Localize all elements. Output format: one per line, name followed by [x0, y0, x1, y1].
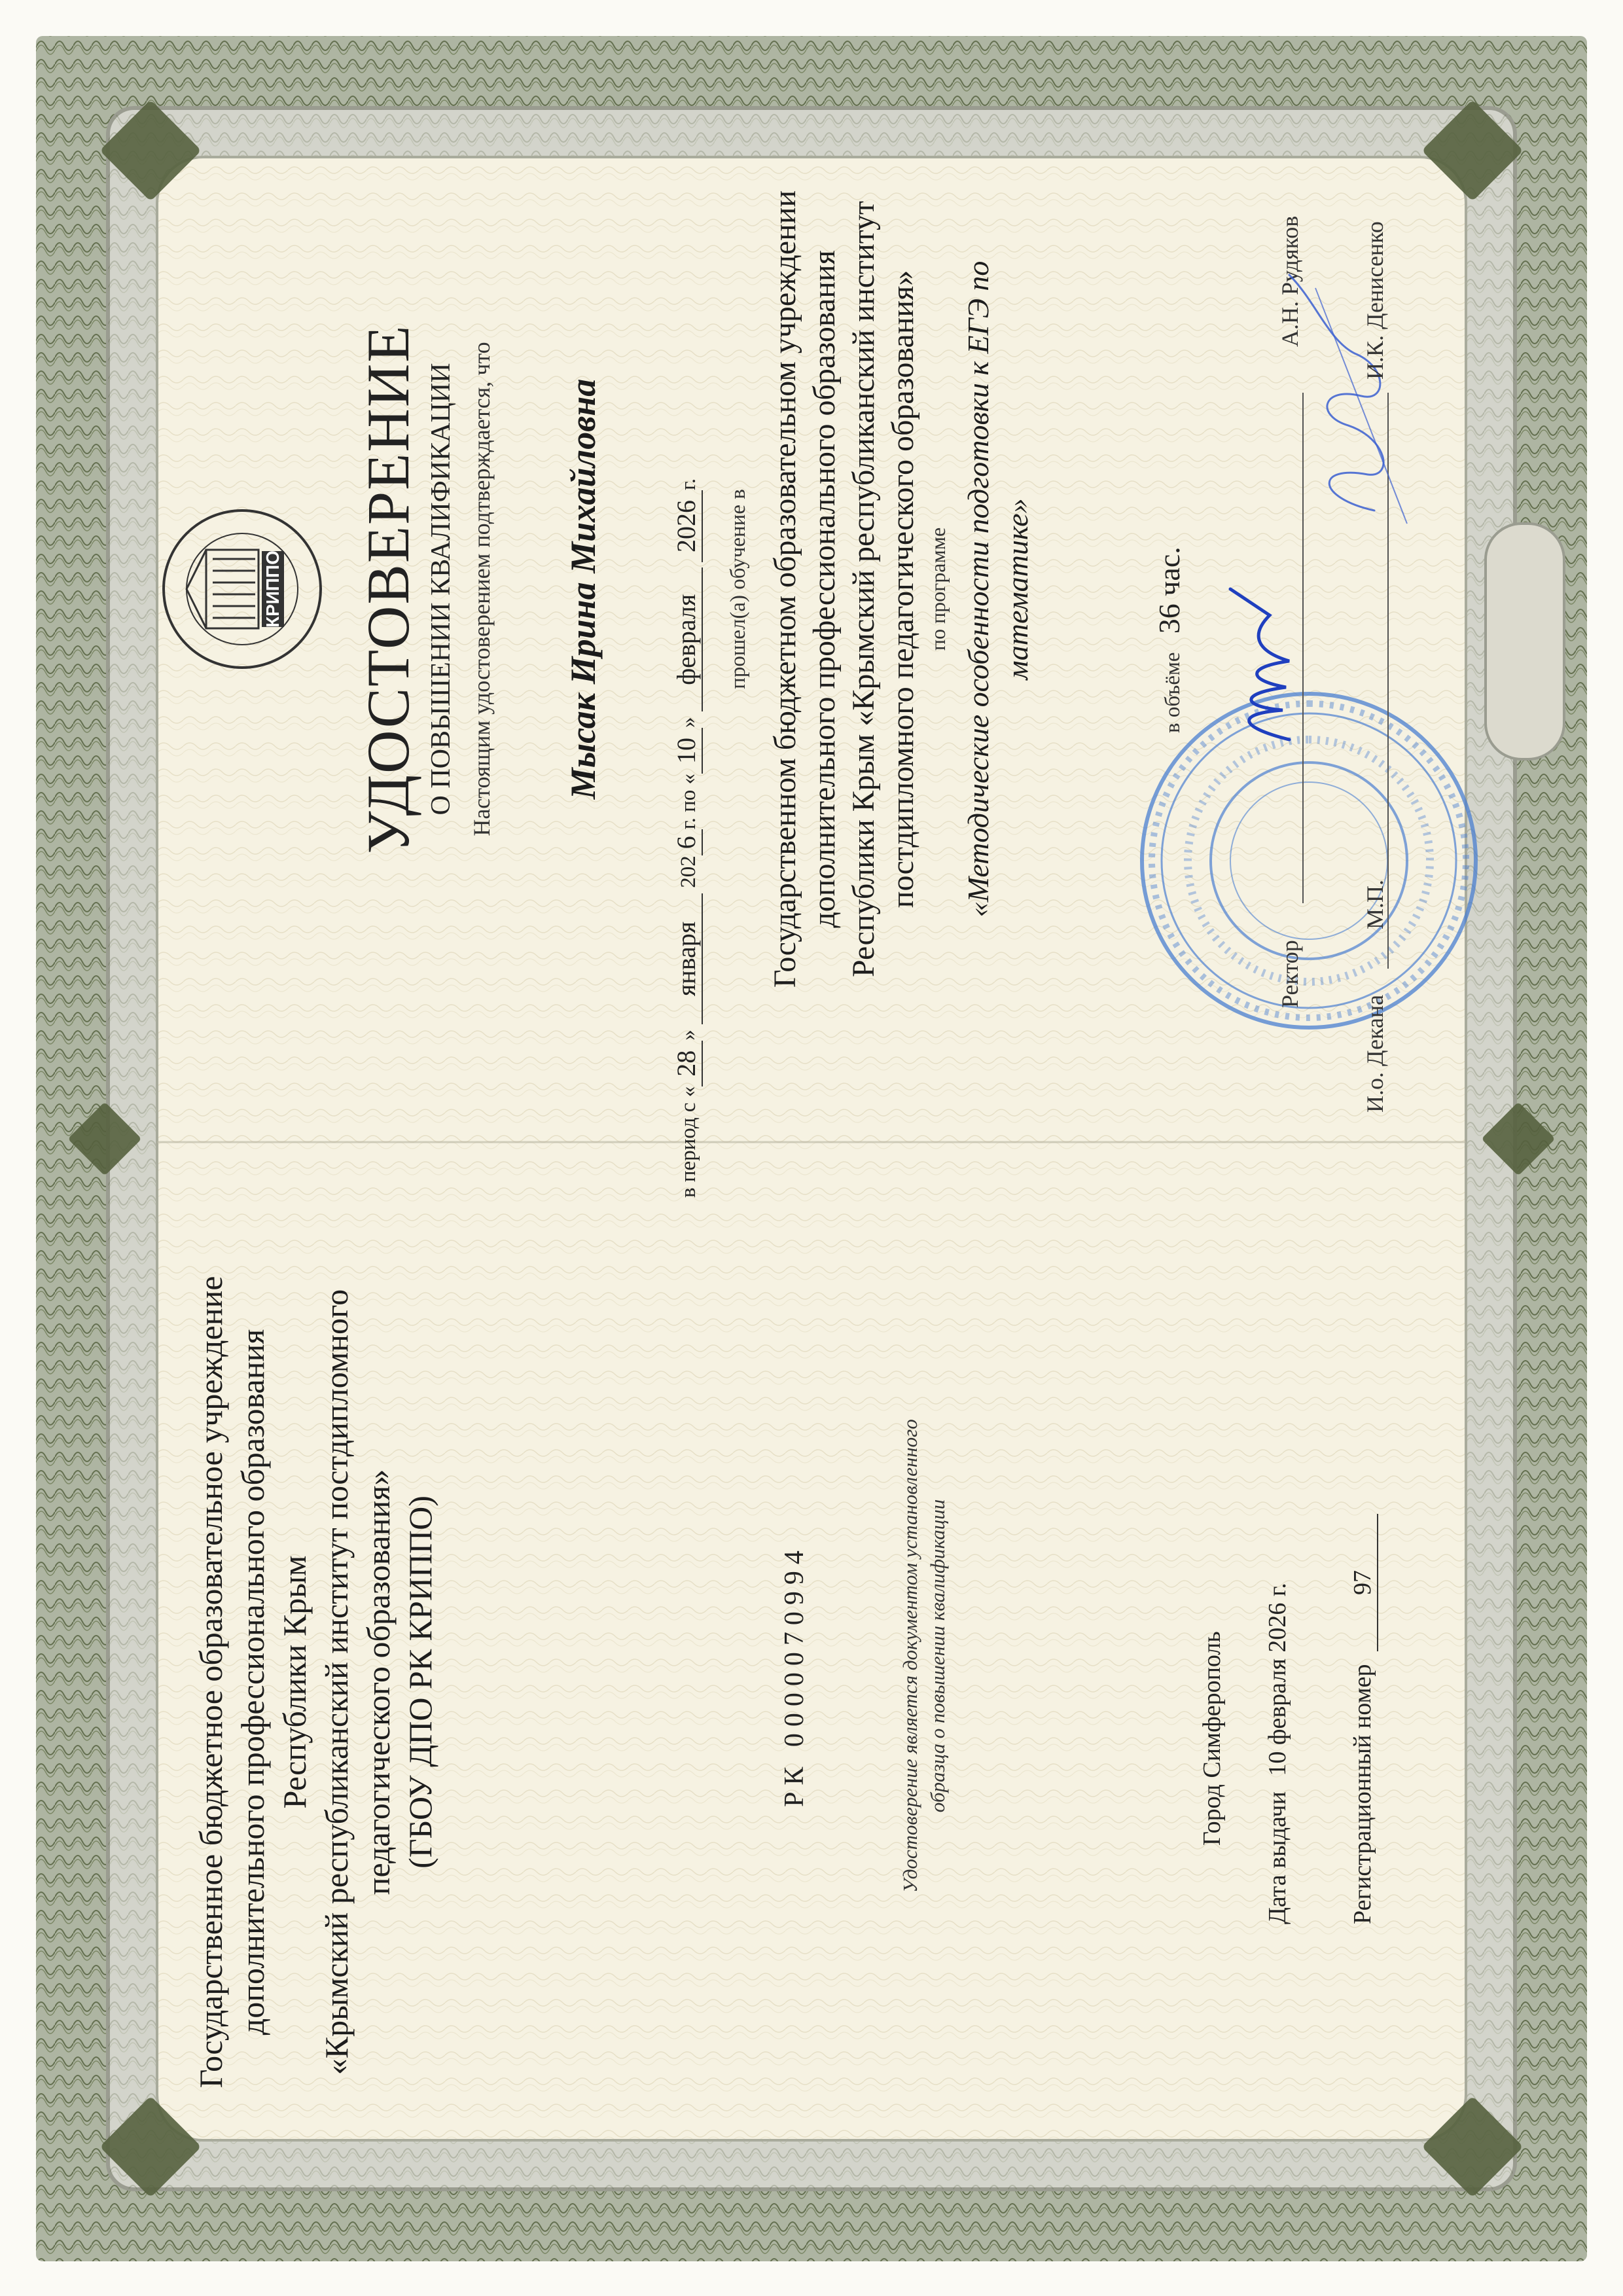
- issue-date: 10 февраля 2026 г.: [1264, 1583, 1291, 1776]
- volume-label: в объёме: [1161, 652, 1185, 733]
- note-line: образца о повышении квалификации: [926, 1499, 949, 1813]
- document-title: УДОСТОВЕРЕНИЕ: [355, 324, 421, 854]
- issuer-line: Государственное бюджетное образовательное учреждение: [192, 1276, 229, 2089]
- volume-hours: 36 час.: [1152, 547, 1186, 634]
- period-to-month: февраля: [671, 567, 703, 711]
- kripppo-logo-icon: [157, 504, 327, 674]
- period-mid: г. по «: [677, 773, 700, 830]
- period-suffix: г.: [677, 478, 700, 490]
- issue-date-row: [1263, 1583, 1292, 1924]
- registration-row: [1348, 1514, 1378, 1924]
- certificate-content: [46, 13, 1590, 2265]
- period-year-prefix: 202: [677, 855, 700, 888]
- training-period: [671, 85, 703, 1198]
- registration-label: Регистрационный номер: [1349, 1664, 1376, 1924]
- confirm-text: Настоящим удостоверением подтверждается, что: [469, 342, 495, 836]
- institution-line: постдипломного педагогического образования»: [885, 270, 920, 908]
- period-quote: »: [677, 717, 700, 728]
- rector-signature-icon: [1211, 576, 1315, 746]
- dean-name: И.К. Денисенко: [1362, 221, 1388, 380]
- institution-line: Республики Крым «Крымский республиканский институт: [846, 200, 881, 978]
- issuer-line: Республики Крым: [276, 1555, 313, 1809]
- series-number: РК 0000070994: [779, 1544, 810, 1807]
- issue-date-label: Дата выдачи: [1264, 1791, 1291, 1924]
- dean-signature-icon: [1276, 262, 1420, 537]
- dean-label: И.о. Декана: [1362, 994, 1388, 1113]
- institution-line: Государственном бюджетном образовательном учреждении: [768, 190, 802, 988]
- document-subtitle: О ПОВЫШЕНИИ КВАЛИФИКАЦИИ: [426, 363, 456, 816]
- period-from-day: 28: [671, 1041, 703, 1086]
- period-to-day: 10: [671, 728, 703, 774]
- issuer-block: [190, 1158, 441, 2206]
- note-line: Удостоверение является документом установленного: [899, 1419, 921, 1893]
- issuer-line: (ГБОУ ДПО РК КРИППО): [402, 1496, 438, 1869]
- program-label: по программе: [926, 527, 950, 651]
- logo-text: КРИППО: [262, 550, 283, 628]
- period-prefix: в период с «: [677, 1086, 700, 1198]
- stamp-label: М.П.: [1362, 879, 1388, 929]
- rector-name: А.Н. Рудяков: [1277, 215, 1303, 347]
- program-name: [959, 52, 1037, 1126]
- training-institution: [766, 65, 923, 1113]
- period-from-month: января: [671, 893, 703, 1024]
- period-quote: »: [677, 1030, 700, 1041]
- issuer-line: педагогического образования»: [360, 1469, 397, 1895]
- institution-line: дополнительного профессионального образования: [807, 250, 842, 928]
- program-line: «Методические особенности подготовки к ЕГЭ по: [961, 260, 995, 918]
- document-note: [897, 1263, 952, 2049]
- passed-text: прошел(а) обучение в: [726, 489, 750, 689]
- registration-number: 97: [1348, 1514, 1378, 1651]
- issuer-line: дополнительного профессионального образования: [234, 1329, 271, 2036]
- city: Город Симферополь: [1198, 1631, 1226, 1846]
- program-line: математике»: [1001, 498, 1034, 680]
- rector-label: Ректор: [1277, 940, 1303, 1008]
- period-to-year: 2026: [671, 490, 703, 562]
- period-from-year-digit: 6: [671, 829, 703, 855]
- recipient-name: Мысак Ирина Михайловна: [563, 378, 603, 800]
- issuer-line: «Крымский республиканский институт постдипломного: [318, 1289, 355, 2075]
